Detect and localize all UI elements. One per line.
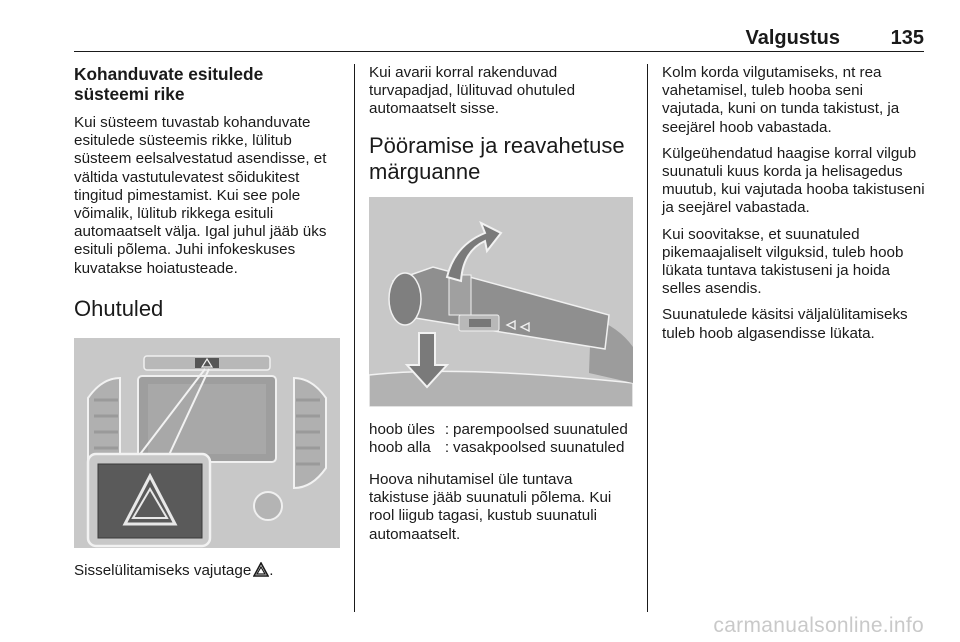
hazard-switch-illustration <box>74 338 340 548</box>
list-item <box>369 439 628 457</box>
def-separator: : <box>444 438 450 456</box>
column-divider-1 <box>354 64 355 612</box>
paragraph-lever-resistance: Hoova nihutamisel üle tuntava takistuse jääb suunatuli põlema. Kui rool liigub tagasi, kustub suunatuli automaatselt. <box>369 471 612 543</box>
paragraph-headlight-fault: Kui süsteem tuvastab kohanduvate esitulede süsteemis rikke, lülitub süsteem eelsalvestatud asendisse, et vältida vastutulevatest sõidukitest tingitud pimestamist. Kui see pole võimalik, lülitub rikkega esituli automaatselt välja. Igal juhul jääb üks esituli põlema. Juhi infokeskuses kuvatakse hoiatusteade. <box>74 114 327 277</box>
hazard-caption-text: Sisselülitamiseks vajutage <box>74 561 252 579</box>
watermark: carmanualsonline.info <box>713 614 924 637</box>
paragraph-continuous: Kui soovitakse, et suunatuled pikemaajaliselt vilguksid, tuleb hoob lükata tuntava takistuseni ja hoida selles asendis. <box>662 225 904 298</box>
column-1 <box>74 64 342 588</box>
column-2 <box>369 64 633 552</box>
def-term: hoob alla <box>369 438 431 456</box>
paragraph-three-flashes: Kolm korda vilgutamiseks, nt rea vahetamisel, tuleb hooba seni vajutada, kuni on tunda takistust, ja seejärel hoob vabastada. <box>662 64 900 136</box>
paragraph-airbag-hazard: Kui avarii korral rakenduvad turvapadjad, lülituvad ohutuled automaatselt sisse. <box>369 64 576 118</box>
column-divider-2 <box>647 64 648 612</box>
lever-positions-list <box>369 421 628 457</box>
paragraph-manual-off: Suunatulede käsitsi väljalülitamiseks tuleb hoob algasendisse lükata. <box>662 306 908 342</box>
def-separator: : <box>444 420 450 438</box>
column-3 <box>662 64 926 351</box>
hazard-warning-icon <box>253 562 269 577</box>
page-number: 135 <box>890 27 924 49</box>
list-item <box>369 421 628 439</box>
def-term: hoob üles <box>369 420 435 438</box>
def-description: vasakpoolsed suunatuled <box>453 438 625 456</box>
header-rule <box>74 51 924 52</box>
def-description: parempoolsed suunatuled <box>453 420 628 438</box>
header-section-title: Valgustus <box>745 27 840 49</box>
hazard-caption: Sisselülitamiseks vajutage . <box>74 561 274 579</box>
turn-signal-lever-illustration <box>369 197 633 407</box>
right-air-vent-icon <box>294 378 326 488</box>
section-title-hazard-lights: Ohutuled <box>74 295 164 321</box>
section-title-turn-signals: Pööramise ja reavahetuse märguanne <box>369 132 625 184</box>
subheading-headlight-fault: Kohanduvate esitulede süsteemi rike <box>74 64 264 104</box>
paragraph-trailer: Külgeühendatud haagise korral vilgub suunatuli kuus korda ja helisagedus muutub, kui vajutada hooba takistuseni ja seejärel vabastada. <box>662 144 925 217</box>
